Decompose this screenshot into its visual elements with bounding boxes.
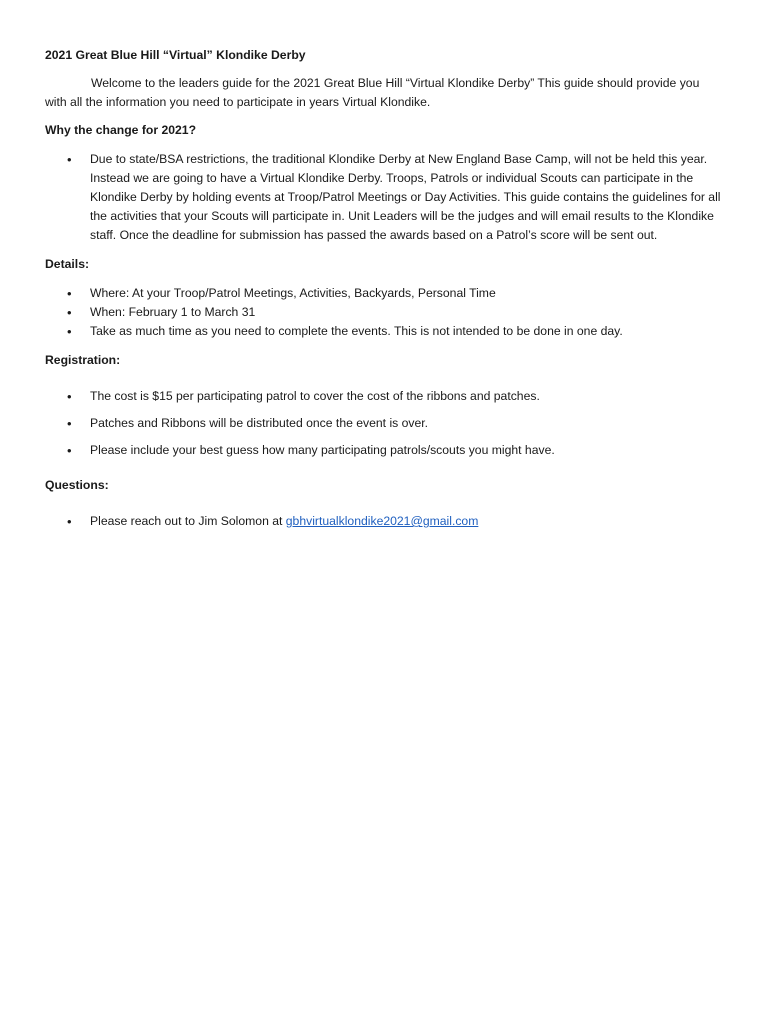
list-item-text: Where: At your Troop/Patrol Meetings, Activities, Backyards, Personal Time bbox=[90, 286, 496, 300]
why-change-list bbox=[45, 150, 735, 245]
list-item bbox=[45, 414, 735, 433]
bullet-icon: • bbox=[67, 324, 72, 339]
intro-paragraph: Welcome to the leaders guide for the 2021 Great Blue Hill “Virtual Klondike Derby” This guide should provide you with all the information you need to participate in years Virtual Klondike. bbox=[45, 76, 700, 109]
bullet-icon: • bbox=[67, 305, 72, 320]
list-item-text: Due to state/BSA restrictions, the traditional Klondike Derby at New England Base Camp, will not be held this year. Instead we are going to have a Virtual Klondike Derby. Troops, Patrols or individual Scouts can participate in the Klondike Derby by holding events at Troop/Patrol Meetings or Day Activities. This guide contains the guidelines for all the activities that your Scouts will participate in. Unit Leaders will be the judges and will email results to the Klondike staff. Once the deadline for submission has passed the awards based on a Patrol’s score will be sent out. bbox=[90, 152, 721, 242]
bullet-icon: • bbox=[67, 416, 72, 431]
list-item bbox=[45, 387, 735, 406]
list-item-text: Patches and Ribbons will be distributed once the event is over. bbox=[90, 416, 429, 430]
bullet-icon: • bbox=[67, 514, 72, 529]
list-item-text: When: February 1 to March 31 bbox=[90, 305, 256, 319]
list-item-text: Please reach out to Jim Solomon at bbox=[90, 514, 286, 528]
heading-details: Details: bbox=[45, 257, 90, 271]
bullet-icon: • bbox=[67, 286, 72, 301]
list-item-text: Take as much time as you need to complete the events. This is not intended to be done in one day. bbox=[90, 324, 623, 338]
list-item bbox=[45, 284, 735, 303]
list-item-text: The cost is $15 per participating patrol to cover the cost of the ribbons and patches. bbox=[90, 389, 540, 403]
heading-registration: Registration: bbox=[45, 353, 121, 367]
list-item bbox=[45, 303, 735, 322]
bullet-icon: • bbox=[67, 389, 72, 404]
document-body bbox=[45, 46, 735, 547]
registration-list bbox=[45, 387, 735, 460]
bullet-icon: • bbox=[67, 443, 72, 458]
list-item-text: Please include your best guess how many participating patrols/scouts you might have. bbox=[90, 443, 555, 457]
questions-list bbox=[45, 512, 735, 531]
document-title: 2021 Great Blue Hill “Virtual” Klondike Derby bbox=[45, 48, 306, 62]
list-item bbox=[45, 512, 735, 531]
email-link[interactable]: gbhvirtualklondike2021@gmail.com bbox=[285, 514, 479, 528]
bullet-icon: • bbox=[67, 152, 72, 167]
heading-questions: Questions: bbox=[45, 478, 109, 492]
list-item bbox=[45, 441, 735, 460]
list-item bbox=[45, 150, 735, 245]
details-list bbox=[45, 284, 735, 341]
list-item bbox=[45, 322, 735, 341]
heading-why-change: Why the change for 2021? bbox=[45, 123, 197, 137]
